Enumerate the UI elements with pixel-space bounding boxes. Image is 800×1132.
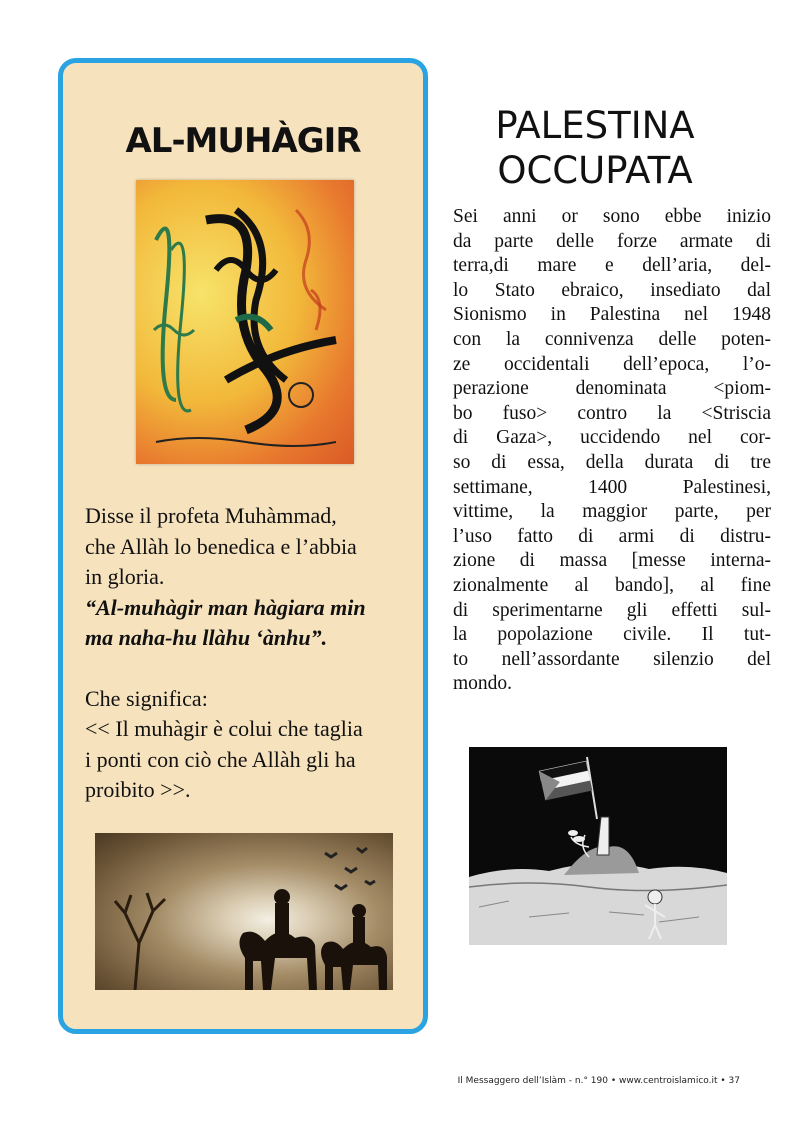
- article-line: da parte delle forze armate di: [453, 230, 771, 252]
- article-line: perazione denominata <piom-: [453, 378, 771, 400]
- page-footer: Il Messaggero dell’Islàm - n.° 190 • www.centroislamico.it • 37: [457, 1076, 740, 1086]
- article-line: bo fuso> contro la <Striscia: [453, 402, 771, 424]
- article-line: to nell’assordante silenzio del: [453, 648, 771, 670]
- article-line: la popolazione civile. Il tut-: [453, 624, 771, 646]
- article-body: [453, 205, 771, 697]
- article-title: [430, 103, 760, 193]
- article-title-line: OCCUPATA: [497, 149, 693, 192]
- article-line: vittime, la maggior parte, per: [453, 501, 771, 523]
- article-line: di sperimentarne gli effetti sul-: [453, 599, 771, 621]
- meaning-label: Che significa:: [85, 685, 208, 711]
- article-line: di Gaza>, uccidendo nel cor-: [453, 427, 771, 449]
- arabic-calligraphy-image: [136, 180, 354, 464]
- article-line: zionalmente al bando], al fine: [453, 574, 771, 596]
- palestinian-flag-cartoon-image: [469, 747, 727, 945]
- article-line: con la connivenza delle poten-: [453, 328, 771, 350]
- intro-line: Disse il profeta Muhàmmad,: [85, 503, 337, 528]
- article-line: terra,di mare e dell’aria, del-: [453, 255, 771, 277]
- hadith-quote: “Al-muhàgir man hàgiara min: [85, 594, 366, 620]
- article-line: so di essa, della durata di tre: [453, 451, 771, 473]
- camel-caravan-silhouette-image: [95, 833, 393, 990]
- article-line: Sionismo in Palestina nel 1948: [453, 304, 771, 326]
- intro-line: che Allàh lo benedica e l’abbia: [85, 533, 357, 559]
- article-line: ze occidentali dell’epoca, l’o-: [453, 353, 771, 375]
- article-line: Sei anni or sono ebbe inizio: [453, 206, 771, 227]
- meaning-line: proibito >>.: [85, 777, 191, 802]
- article-line: mondo.: [453, 673, 513, 695]
- hadith-text: [85, 501, 405, 806]
- hadith-box: [58, 58, 428, 1034]
- hadith-quote: ma naha-hu llàhu ‘ànhu”.: [85, 625, 328, 650]
- article-line: zione di massa [messe interna-: [453, 550, 771, 572]
- article-line: settimane, 1400 Palestinesi,: [453, 476, 771, 498]
- intro-line: in gloria.: [85, 564, 165, 589]
- article-title-line: PALESTINA: [495, 104, 695, 147]
- meaning-line: i ponti con ciò che Allàh gli ha: [85, 746, 356, 772]
- box-title: AL-MUHÀGIR: [125, 121, 361, 161]
- meaning-line: << Il muhàgir è colui che taglia: [85, 716, 363, 741]
- article-line: lo Stato ebraico, insediato dal: [453, 279, 771, 301]
- article-line: l’uso fatto di armi di distru-: [453, 525, 771, 547]
